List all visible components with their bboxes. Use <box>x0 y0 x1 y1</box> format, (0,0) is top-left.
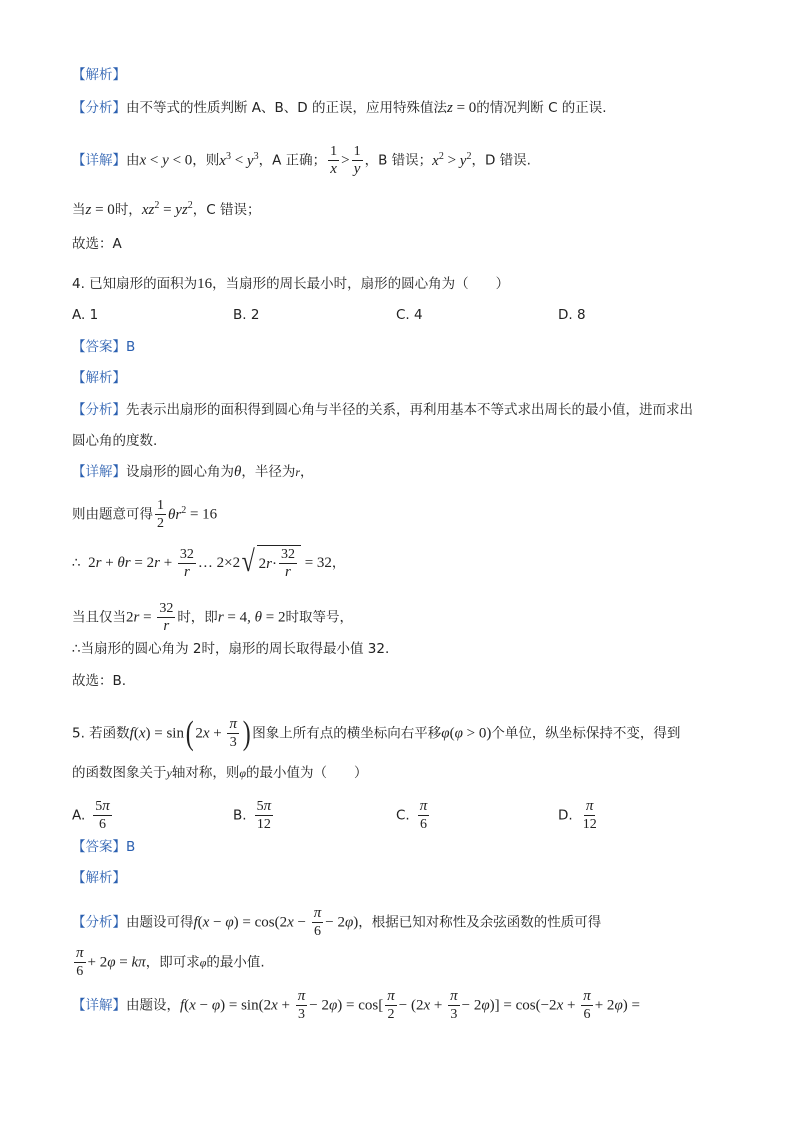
question-5-stem-line-1: 5. 若函数f(x) = sin( 2x + $\frac{\pi}{3}$ ) 图象上所有点的横坐标向右平移φ(φ > 0)个单位，纵坐标保持不变，得到 <box>72 714 681 752</box>
question-4-detail-line-1: 【详解】设扇形的圆心角为θ，半径为r， <box>72 464 314 480</box>
choice-line: 故选：A <box>72 236 122 252</box>
question-4-answer: 【答案】B <box>72 339 136 355</box>
question-4-stem: 4. 已知扇形的面积为16，当扇形的周长最小时，扇形的圆心角为（ ） <box>72 276 510 292</box>
question-5-option-d: D. $\frac{\pi}{12}$ <box>558 798 597 832</box>
analysis-line: 【分析】由不等式的性质判断 A、B、D 的正误，应用特殊值法z = 0的情况判断 C 的正误. <box>72 100 607 116</box>
question-4-inequality-line: ∴ 2r + θr = 2r + $\frac{32}{r}$ … 2×2 √ 2 r · $\frac{32}{r}$ = 32， <box>72 545 346 580</box>
question-5-analysis-line-2: $\frac{\pi}{6}$ + 2φ = kπ，即可求φ的最小值. <box>76 945 265 979</box>
math-z-eq-0: z <box>446 100 453 116</box>
question-4-option-b: B. 2 <box>233 307 260 323</box>
question-5-option-b: B. $\frac{5\pi}{12}$ <box>233 798 272 832</box>
fraction-1-over-y: $\frac{1}{y}$ <box>353 144 361 177</box>
fraction-32-over-r: $\frac{32}{r}$ <box>159 601 174 634</box>
fraction-1-over-x: $\frac{1}{x}$ <box>330 144 338 177</box>
question-4-detail-line-2: 则由题意可得 $\frac{1}{2}$ $\theta r^2 = 16$ <box>72 498 218 531</box>
question-5-answer: 【答案】B <box>72 839 136 855</box>
question-4-option-c: C. 4 <box>396 307 423 323</box>
question-4-analysis-line-1: 【分析】先表示出扇形的面积得到圆心角与半径的关系，再利用基本不等式求出周长的最小值，进而求出 <box>72 402 693 418</box>
question-4-conclusion: ∴当扇形的圆心角为 2时，扇形的周长取得最小值 32. <box>72 641 390 657</box>
fraction-32-over-r: $\frac{32}{r}$ <box>179 546 194 580</box>
question-4-option-a: A. 1 <box>72 307 99 323</box>
question-5-analysis-heading: 【解析】 <box>72 870 126 886</box>
question-5-option-c: C. $\frac{\pi}{6}$ <box>396 798 428 832</box>
question-4-analysis-heading: 【解析】 <box>72 370 126 386</box>
detail-line: 【详解】由x < y < 0，则$x^3 < y^3$，A 正确； $\frac{1}{x}$ > $\frac{1}{y}$ ，B 错误；$x^2 > y^2$，D 错误. <box>72 144 531 177</box>
analysis-heading: 【解析】 <box>72 67 126 83</box>
fraction-pi-over-3: $\frac{\pi}{3}$ <box>229 716 237 750</box>
question-5-detail-line: 【详解】由题设，f(x − φ) = sin(2x + $\frac{\pi}{3}$ − 2φ) = cos[ $\frac{\pi}{2}$ − (2x + $\frac{\pi}{3}$ − 2φ)] = cos(−2x + $\frac{\pi}{6}$ + 2φ) = <box>72 988 640 1022</box>
question-4-equality-line: 当且仅当2r = $\frac{32}{r}$ 时，即r = 4, θ = 2时取等号， <box>72 601 353 634</box>
question-4-option-d: D. 8 <box>558 307 586 323</box>
question-4-analysis-line-2: 圆心角的度数. <box>72 433 158 449</box>
fraction-one-half: $\frac{1}{2}$ <box>157 498 164 531</box>
question-5-stem-line-2: 的函数图象关于y轴对称，则φ的最小值为（ ） <box>72 765 368 781</box>
question-5-option-a: A. $\frac{5\pi}{6}$ <box>72 798 110 832</box>
question-5-analysis-line-1: 【分析】由题设可得f(x − φ) = cos(2x − $\frac{\pi}{6}$ − 2φ)，根据已知对称性及余弦函数的性质可得 <box>72 905 602 939</box>
square-root: √ 2 r · $\frac{32}{r}$ <box>240 545 301 581</box>
detail-line-2: 当z = 0时，$xz^2 = yz^2$，C 错误； <box>72 200 261 218</box>
question-4-choice: 故选：B. <box>72 673 127 689</box>
